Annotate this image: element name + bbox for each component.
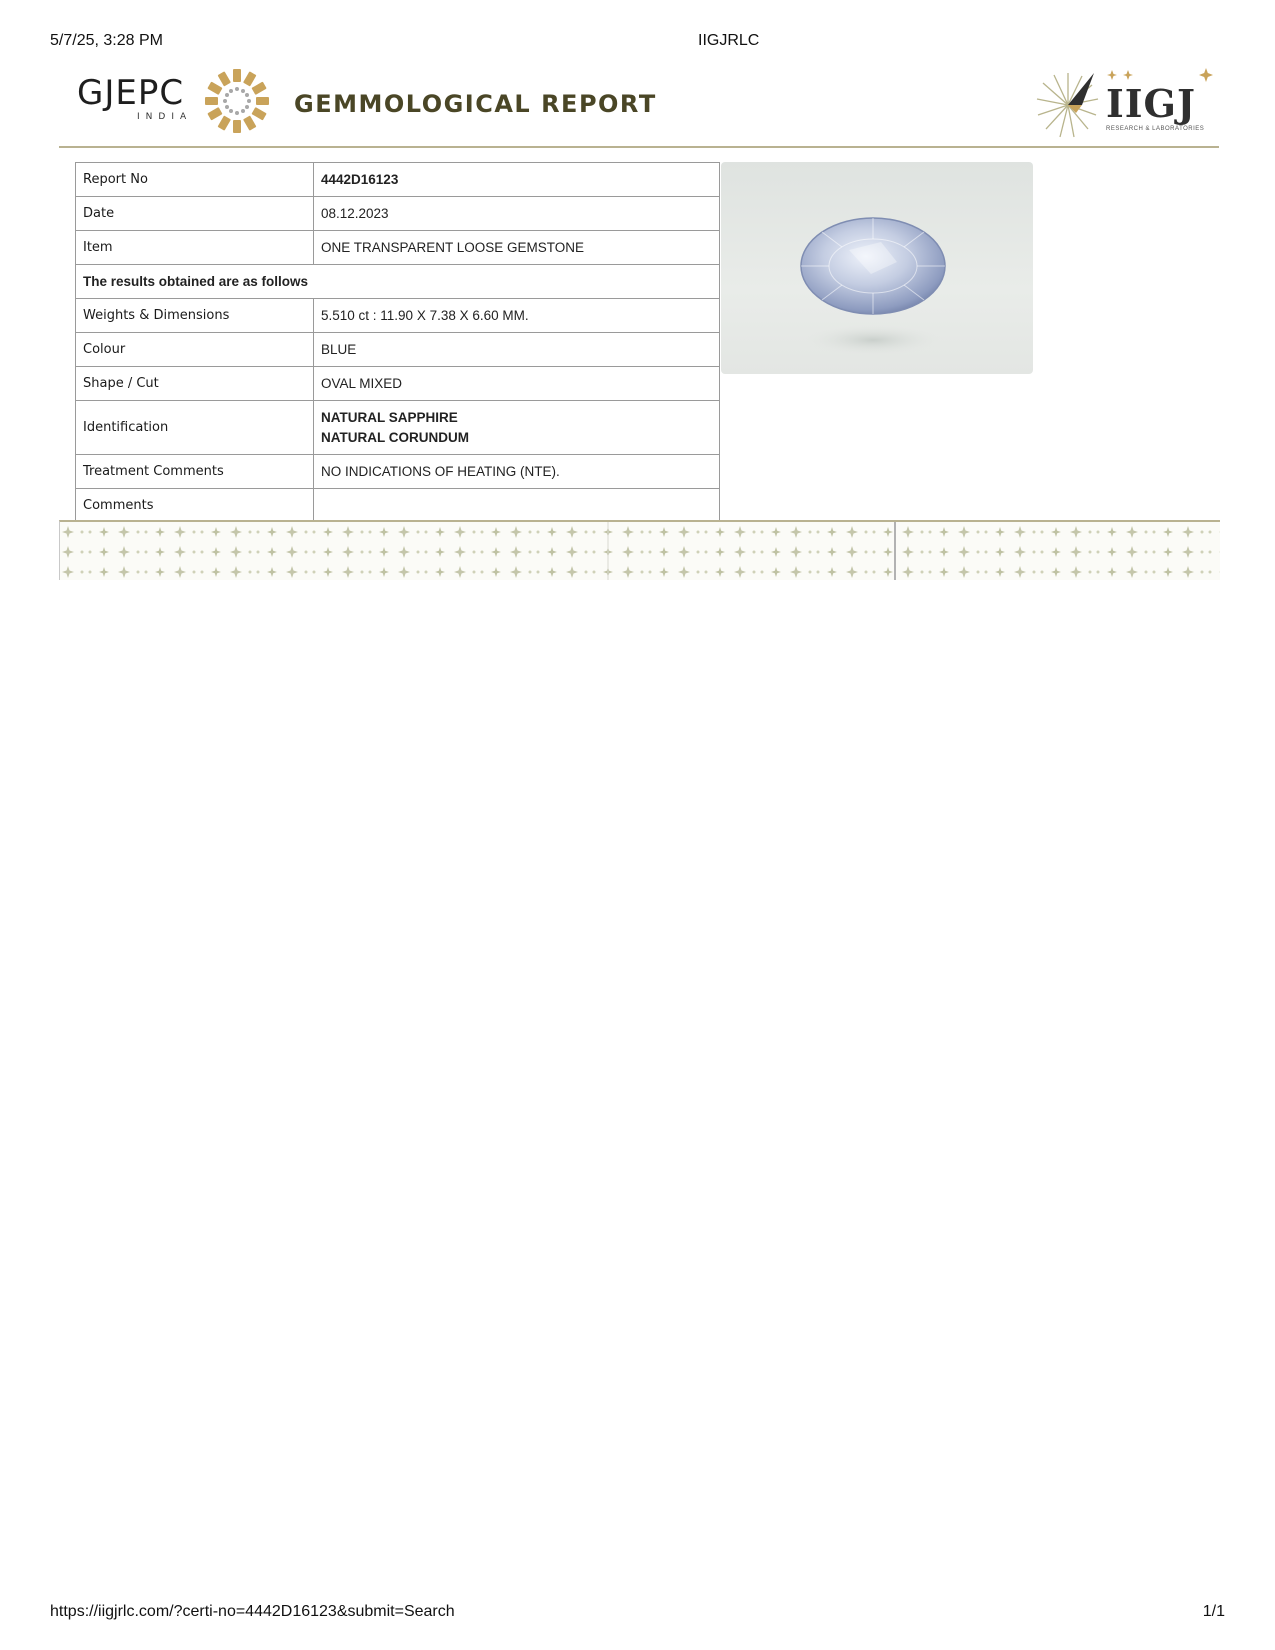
identification-line: NATURAL CORUNDUM xyxy=(321,429,469,445)
identification-line: NATURAL SAPPHIRE xyxy=(321,409,458,425)
table-row xyxy=(76,197,720,231)
print-site-title: IIGJRLC xyxy=(698,32,760,49)
item-label: Item xyxy=(76,231,314,265)
iigj-logo-word: IIGJ xyxy=(1106,81,1196,126)
gemmological-report xyxy=(59,62,1219,518)
gemstone-photo xyxy=(721,162,1033,374)
table-row xyxy=(76,333,720,367)
weights-label: Weights & Dimensions xyxy=(76,299,314,333)
iigj-burst-icon xyxy=(1034,67,1104,141)
decorative-pattern-band xyxy=(59,520,1220,580)
results-table xyxy=(75,162,720,523)
gjepc-sun-icon xyxy=(205,67,269,135)
report-title: GEMMOLOGICAL REPORT xyxy=(294,90,657,118)
colour-label: Colour xyxy=(76,333,314,367)
table-row xyxy=(76,489,720,523)
table-row xyxy=(76,265,720,299)
report-header xyxy=(59,62,1219,148)
sapphire-gem-icon xyxy=(721,162,1033,374)
table-row xyxy=(76,401,720,455)
report-content xyxy=(59,148,1219,518)
date-value: 08.12.2023 xyxy=(314,197,720,231)
table-row xyxy=(76,455,720,489)
print-page-number: 1/1 xyxy=(1202,1603,1225,1620)
results-heading: The results obtained are as follows xyxy=(76,265,720,299)
gjepc-logo xyxy=(77,73,193,122)
print-url: https://iigjrlc.com/?certi-no=4442D16123&submit=Search xyxy=(50,1603,455,1620)
table-row xyxy=(76,231,720,265)
print-header xyxy=(50,32,1225,52)
comments-label: Comments xyxy=(76,489,314,523)
date-label: Date xyxy=(76,197,314,231)
print-footer xyxy=(50,1603,1225,1623)
report-no-label: Report No xyxy=(76,163,314,197)
table-row xyxy=(76,299,720,333)
iigj-stars-icon xyxy=(1106,68,1216,82)
iigj-logo xyxy=(1034,67,1209,141)
comments-value xyxy=(314,489,720,523)
gjepc-logo-word: GJEPC xyxy=(77,73,185,113)
print-datetime: 5/7/25, 3:28 PM xyxy=(50,32,163,49)
shape-value: OVAL MIXED xyxy=(314,367,720,401)
report-no-value: 4442D16123 xyxy=(314,163,720,197)
gjepc-logo-sub: INDIA xyxy=(137,112,193,122)
table-row xyxy=(76,163,720,197)
item-value: ONE TRANSPARENT LOOSE GEMSTONE xyxy=(314,231,720,265)
table-row xyxy=(76,367,720,401)
identification-value xyxy=(314,401,720,455)
weights-value: 5.510 ct : 11.90 X 7.38 X 6.60 MM. xyxy=(314,299,720,333)
sparkle-pattern-icon xyxy=(60,522,1220,580)
shape-label: Shape / Cut xyxy=(76,367,314,401)
treatment-value: NO INDICATIONS OF HEATING (NTE). xyxy=(314,455,720,489)
identification-label: Identification xyxy=(76,401,314,455)
iigj-logo-sub: RESEARCH & LABORATORIES xyxy=(1106,126,1205,132)
treatment-label: Treatment Comments xyxy=(76,455,314,489)
colour-value: BLUE xyxy=(314,333,720,367)
